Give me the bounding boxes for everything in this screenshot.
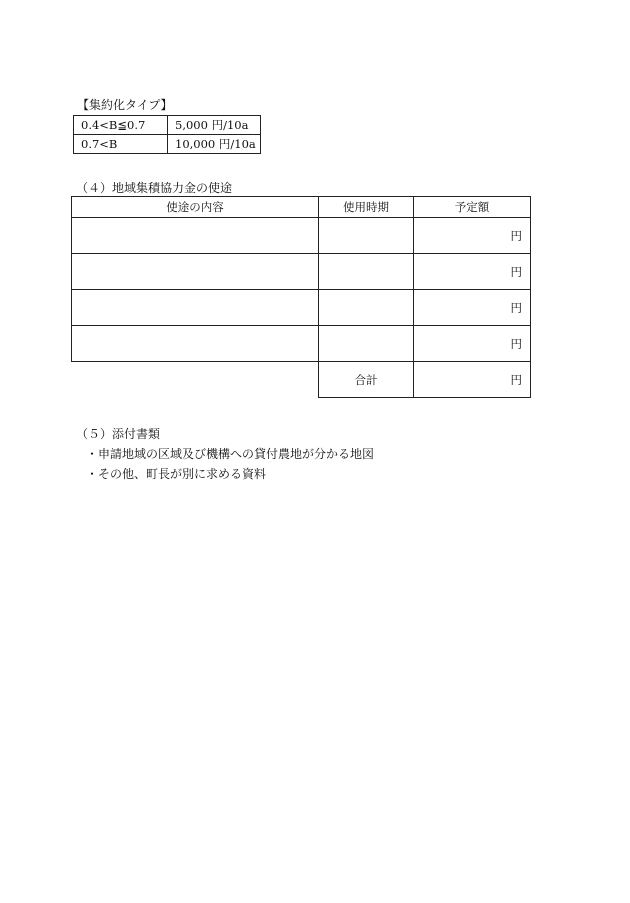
content-cell xyxy=(72,290,319,326)
section5-title: （５）添付書類 xyxy=(76,427,161,441)
table-row xyxy=(74,116,261,135)
table-row xyxy=(72,218,531,254)
table-row xyxy=(72,254,531,290)
usage-table xyxy=(71,196,531,398)
section4-title: （４）地域集積協力金の使途 xyxy=(76,181,233,195)
header-amount: 予定額 xyxy=(414,197,531,218)
content-cell xyxy=(72,326,319,362)
period-cell xyxy=(319,254,414,290)
amount-cell: 円 xyxy=(414,254,531,290)
amount-cell: 5,000 円/10a xyxy=(168,116,261,135)
range-cell: 0.7<B xyxy=(74,135,168,154)
amount-cell: 円 xyxy=(414,326,531,362)
range-cell: 0.4<B≦0.7 xyxy=(74,116,168,135)
amount-cell: 円 xyxy=(414,290,531,326)
amount-cell: 円 xyxy=(414,218,531,254)
table-header-row xyxy=(72,197,531,218)
period-cell xyxy=(319,218,414,254)
table-row xyxy=(72,290,531,326)
period-cell xyxy=(319,290,414,326)
table-row xyxy=(74,135,261,154)
total-row xyxy=(72,362,531,398)
period-cell xyxy=(319,326,414,362)
attachment-item: ・申請地域の区域及び機構への貸付農地が分かる地図 xyxy=(86,447,375,461)
total-label: 合計 xyxy=(319,362,414,398)
type-table xyxy=(73,115,261,154)
empty-cell xyxy=(72,362,319,398)
type-table-title: 【集約化タイプ】 xyxy=(77,98,173,112)
content-cell xyxy=(72,218,319,254)
table-row xyxy=(72,326,531,362)
attachment-item: ・その他、町長が別に求める資料 xyxy=(86,467,267,481)
header-content: 使途の内容 xyxy=(72,197,319,218)
header-period: 使用時期 xyxy=(319,197,414,218)
content-cell xyxy=(72,254,319,290)
amount-cell: 10,000 円/10a xyxy=(168,135,261,154)
total-amount: 円 xyxy=(414,362,531,398)
